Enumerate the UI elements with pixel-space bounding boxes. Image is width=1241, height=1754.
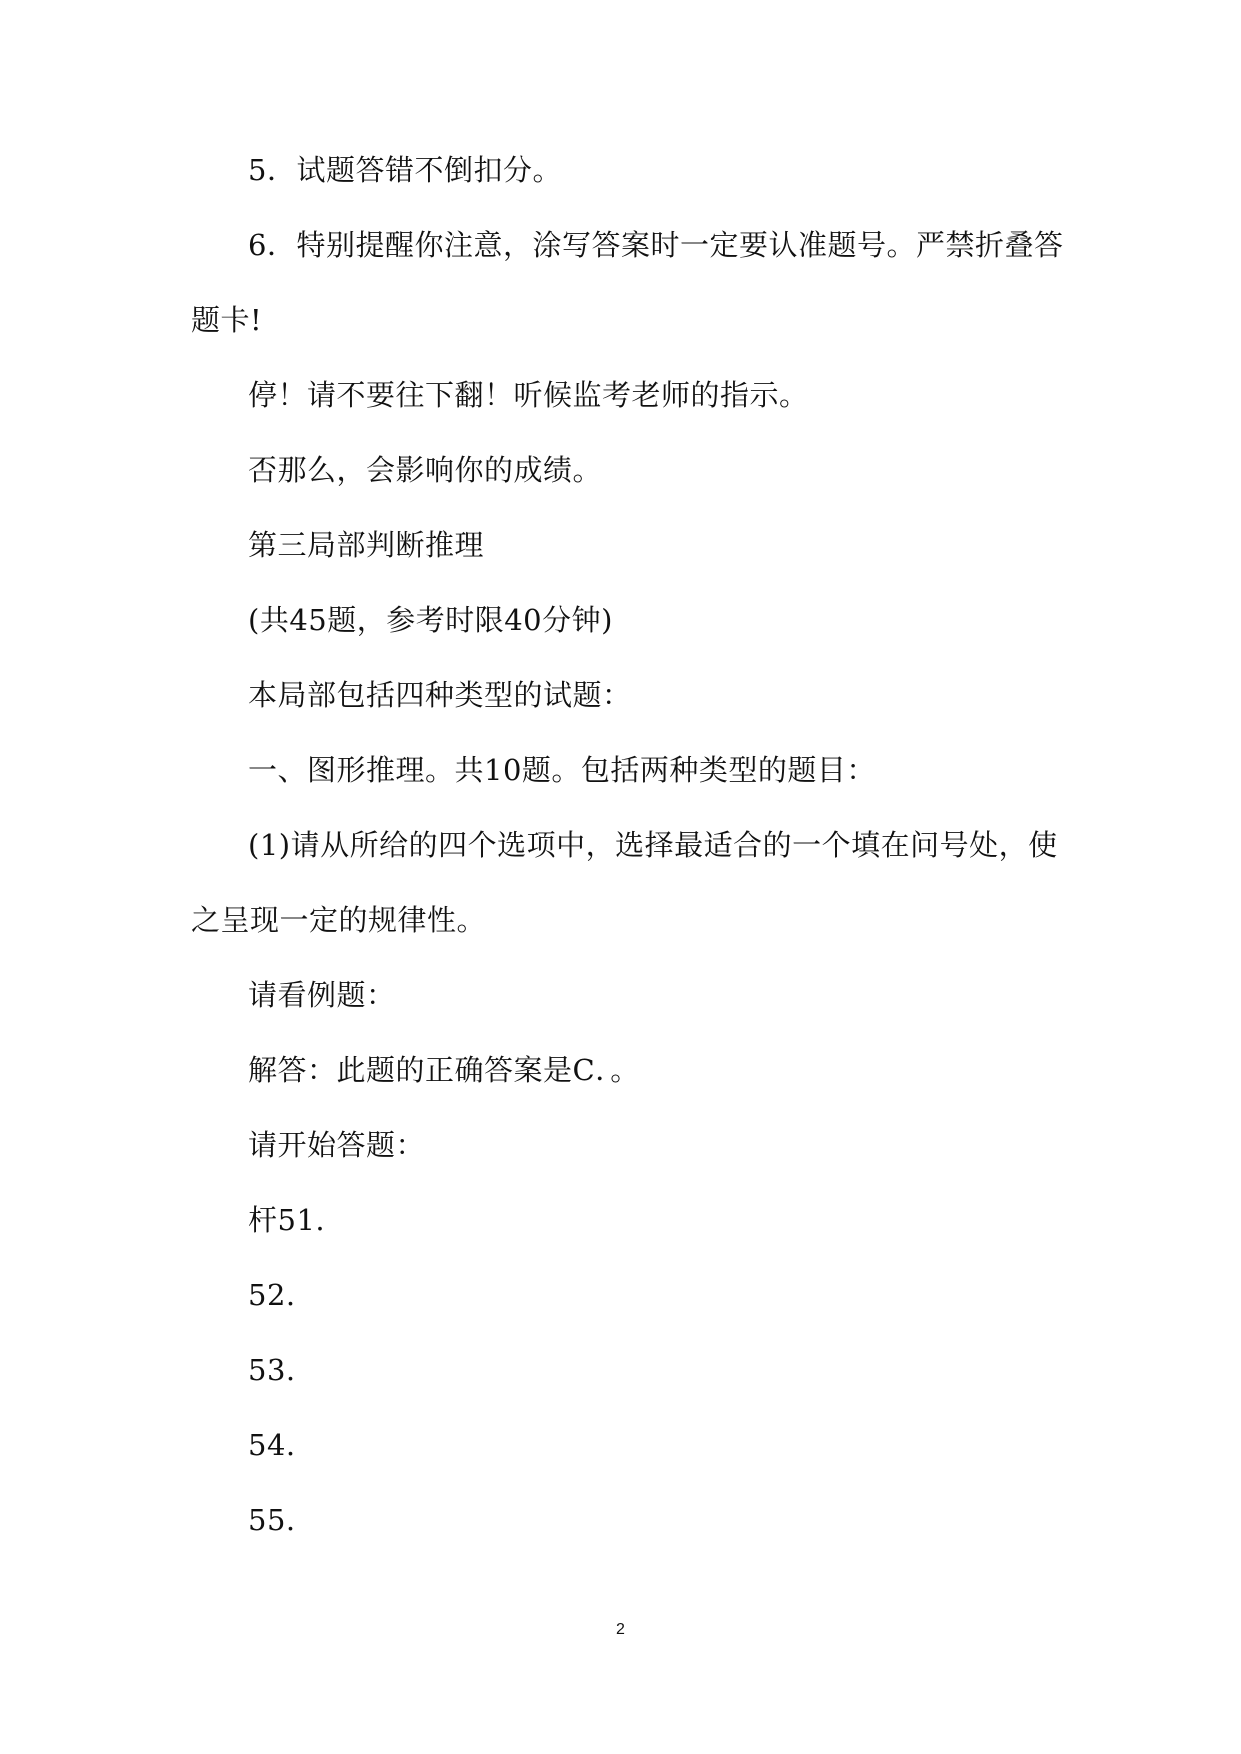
question-54: 54.	[248, 1428, 296, 1462]
question-55: 55.	[248, 1503, 296, 1537]
start-prompt: 请开始答题：	[248, 1128, 426, 1162]
question-type-1-continued: 之呈现一定的规律性。	[191, 903, 487, 937]
part-one-heading: 一、图形推理。共10题。包括两种类型的题目：	[248, 753, 876, 787]
section-title: 第三局部判断推理	[248, 528, 485, 562]
rule-item-5: 5．试题答错不倒扣分。	[248, 153, 562, 187]
rule-item-6-continued: 题卡!	[191, 303, 263, 337]
question-51: 杆51.	[248, 1203, 326, 1237]
warning-text: 否那么，会影响你的成绩。	[248, 453, 603, 487]
section-intro: 本局部包括四种类型的试题：	[248, 678, 632, 712]
example-answer: 解答：此题的正确答案是C．。	[248, 1053, 640, 1087]
stop-notice: 停！请不要往下翻！听候监考老师的指示。	[248, 378, 809, 412]
rule-item-6: 6．特别提醒你注意，涂写答案时一定要认准题号。严禁折叠答	[248, 228, 1064, 262]
question-type-1: (1)请从所给的四个选项中，选择最适合的一个填在问号处，使	[248, 828, 1058, 862]
question-52: 52.	[248, 1278, 296, 1312]
section-info: (共45题，参考时限40分钟)	[248, 603, 613, 637]
example-prompt: 请看例题：	[248, 978, 396, 1012]
question-53: 53.	[248, 1353, 296, 1387]
page-number: 2	[616, 1621, 625, 1638]
